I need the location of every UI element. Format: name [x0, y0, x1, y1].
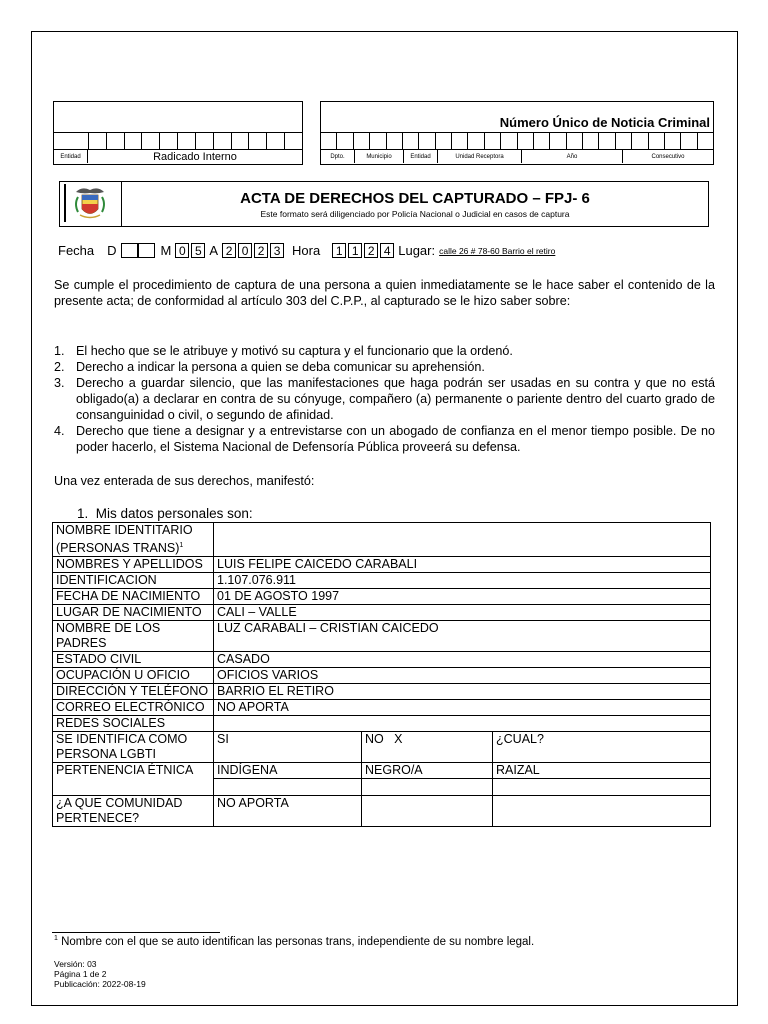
page-number-text: Página 1 de 2 [54, 969, 107, 979]
dia-digit-2[interactable] [138, 243, 155, 258]
form-subtitle: Este formato será diligenciado por Policía Nacional o Judicial en casos de captura [260, 209, 570, 219]
ano-digit-1[interactable]: 2 [222, 243, 236, 258]
nunc-labels [321, 149, 713, 163]
municipio-label: Municipio [355, 150, 404, 163]
hora-digit-1[interactable]: 1 [332, 243, 346, 258]
fecha-nacimiento-value[interactable]: 01 DE AGOSTO 1997 [214, 589, 711, 605]
table-row [53, 763, 711, 779]
entidad-label: Entidad [54, 150, 88, 163]
table-row [53, 796, 711, 827]
dpto-label: Dpto. [321, 150, 355, 163]
lgbti-si[interactable]: SI [214, 732, 362, 763]
ocupacion-label: OCUPACIÓN U OFICIO [53, 668, 214, 684]
lugar-nacimiento-value[interactable]: CALI – VALLE [214, 605, 711, 621]
hora-digit-4[interactable]: 4 [380, 243, 394, 258]
table-row [53, 557, 711, 573]
comunidad-blank-cell[interactable] [362, 796, 493, 827]
radicado-cells [54, 132, 302, 149]
ano-digit-2[interactable]: 0 [238, 243, 252, 258]
table-row [53, 732, 711, 763]
correo-label: CORREO ELECTRÓNICO [53, 700, 214, 716]
lgbti-no[interactable]: NO X [362, 732, 493, 763]
lgbti-cual[interactable]: ¿CUAL? [493, 732, 711, 763]
entidad-label-right: Entidad [404, 150, 438, 163]
fecha-nacimiento-label: FECHA DE NACIMIENTO [53, 589, 214, 605]
personal-data-table [52, 522, 711, 827]
hora-label: Hora [292, 243, 321, 258]
redes-value[interactable] [214, 716, 711, 732]
etnica-blank-cell[interactable] [362, 779, 493, 796]
lgbti-label: SE IDENTIFICA COMO PERSONA LGBTI [53, 732, 214, 763]
identificacion-value[interactable]: 1.107.076.911 [214, 573, 711, 589]
dia-label: D [107, 243, 117, 258]
form-title-box [59, 181, 709, 227]
estado-civil-label: ESTADO CIVIL [53, 652, 214, 668]
padres-value[interactable]: LUZ CARABALI – CRISTIAN CAICEDO [214, 621, 711, 652]
ano-digit-4[interactable]: 3 [270, 243, 284, 258]
nombres-value[interactable]: LUIS FELIPE CAICEDO CARABALI [214, 557, 711, 573]
fecha-hora-lugar-row [58, 243, 555, 258]
section-1-title: 1. Mis datos personales son: [77, 506, 253, 521]
table-row [53, 716, 711, 732]
publication-date-text: Publicación: 2022-08-19 [54, 979, 146, 989]
etnica-label: PERTENENCIA ÉTNICA [53, 763, 214, 796]
fecha-label: Fecha [58, 243, 95, 258]
dia-digit-1[interactable] [121, 243, 138, 258]
document-meta [54, 959, 146, 989]
table-row [53, 589, 711, 605]
lugar-value[interactable]: calle 26 # 78-60 Barrio el retiro [439, 245, 556, 256]
footnote-divider [52, 932, 220, 933]
ano-label: Año [522, 150, 623, 163]
table-row [53, 523, 711, 557]
mes-label: M [160, 243, 172, 258]
consecutivo-label: Consecutivo [651, 153, 685, 160]
rights-list [54, 343, 715, 455]
nombres-label: NOMBRES Y APELLIDOS [53, 557, 214, 573]
radicado-labels [54, 149, 302, 163]
comunidad-label: ¿A QUE COMUNIDAD PERTENECE? [53, 796, 214, 827]
radicado-interno-label: Radicado Interno [153, 150, 237, 163]
etnica-blank-cell[interactable] [214, 779, 362, 796]
footnote: $^1$ Nombre con el que se auto identifican las personas trans, independiente de su nombre legal. [54, 935, 535, 948]
radicado-interno-box [53, 101, 303, 165]
nombre-identitario-label: NOMBRE IDENTITARIO (PERSONAS TRANS)$^1$ [53, 523, 214, 557]
nunc-cells [321, 132, 713, 149]
correo-value[interactable]: NO APORTA [214, 700, 711, 716]
ano-date-label: A [209, 243, 219, 258]
form-title: ACTA DE DERECHOS DEL CAPTURADO – FPJ- 6 [240, 190, 590, 207]
hora-digit-2[interactable]: 1 [348, 243, 362, 258]
version-text: Versión: 03 [54, 959, 97, 969]
direccion-label: DIRECCIÓN Y TELÉFONO [53, 684, 214, 700]
estado-civil-value[interactable]: CASADO [214, 652, 711, 668]
redes-label: REDES SOCIALES [53, 716, 214, 732]
manifesto-text: Una vez enterada de sus derechos, manifestó: [54, 474, 315, 488]
comunidad-value[interactable]: NO APORTA [214, 796, 362, 827]
lugar-label: Lugar: [398, 243, 436, 258]
unidad-receptora-label: Unidad Receptora [438, 150, 522, 163]
table-row [53, 700, 711, 716]
direccion-value[interactable]: BARRIO EL RETIRO [214, 684, 711, 700]
logo-cell [60, 182, 122, 226]
hora-digit-3[interactable]: 2 [364, 243, 378, 258]
table-row [53, 605, 711, 621]
list-item: 4. Derecho que tiene a designar y a entrevistarse con un abogado de confianza en el menor tiempo posible. De no poder hacerlo, el Sistema Nacional de Defensoría Pública proveerá su defensa. [54, 424, 715, 454]
nombre-identitario-value[interactable] [214, 523, 711, 557]
mes-digit-1[interactable]: 0 [175, 243, 189, 258]
coat-of-arms-logo [60, 182, 120, 224]
list-item: 1. El hecho que se le atribuye y motivó su captura y el funcionario que la ordenó. [54, 344, 513, 358]
identificacion-label: IDENTIFICACION [53, 573, 214, 589]
etnica-option-negro[interactable]: NEGRO/A [362, 763, 493, 779]
comunidad-blank-cell[interactable] [493, 796, 711, 827]
table-row [53, 621, 711, 652]
nunc-title: Número Único de Noticia Criminal [499, 115, 710, 130]
list-item: 2. Derecho a indicar la persona a quien se deba comunicar su aprehensión. [54, 360, 485, 374]
etnica-option-raizal[interactable]: RAIZAL [493, 763, 711, 779]
table-row [53, 652, 711, 668]
ano-digit-3[interactable]: 2 [254, 243, 268, 258]
padres-label: NOMBRE DE LOS PADRES [53, 621, 214, 652]
intro-paragraph: Se cumple el procedimiento de captura de una persona a quien inmediatamente se le hace saber el contenido de la presente acta; de conformidad al artículo 303 del C.P.P., al capturado se le hizo saber sobre: [54, 278, 715, 308]
etnica-blank-cell[interactable] [493, 779, 711, 796]
table-row [53, 668, 711, 684]
table-row [53, 684, 711, 700]
table-row [53, 573, 711, 589]
etnica-option-indigena[interactable]: INDÍGENA [214, 763, 362, 779]
mes-digit-2[interactable]: 5 [191, 243, 205, 258]
ocupacion-value[interactable]: OFICIOS VARIOS [214, 668, 711, 684]
lugar-nacimiento-label: LUGAR DE NACIMIENTO [53, 605, 214, 621]
nunc-box [320, 101, 714, 165]
list-item: 3. Derecho a guardar silencio, que las manifestaciones que haga podrán ser usadas en su contra y que no está obligado(a) a declarar en contra de su cónyuge, compañero (a) permanente o pariente dentro del cuarto grado de consanguinidad o civil, o segundo de afinidad. [54, 376, 715, 422]
